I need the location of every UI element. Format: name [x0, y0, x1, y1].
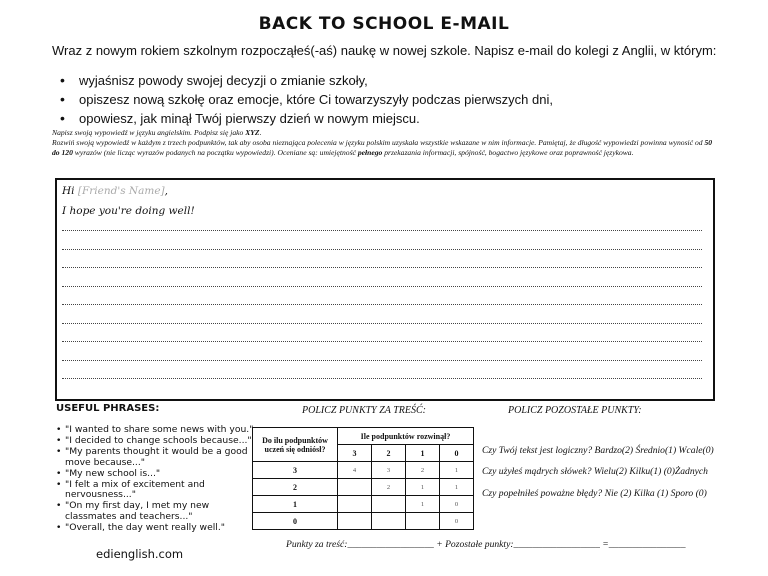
question-vocabulary: Czy użyłeś mądrych słówek? Wielu(2) Kilku(1) (0)Żadnych — [482, 466, 708, 477]
cell: 1 — [406, 496, 440, 513]
cell: 2 — [372, 479, 406, 496]
question-errors: Czy popełniłeś poważne błędy? Nie (2) Kilka (1) Sporo (0) — [482, 488, 707, 499]
phrase-item: • "I wanted to share some news with you." — [56, 425, 256, 436]
row-label: 0 — [253, 513, 338, 530]
task-item: • wyjaśnisz powody swojej decyzji o zmianie szkoły, — [60, 72, 760, 91]
task-intro: Wraz z nowym rokiem szkolnym rozpocząłeś(-aś) naukę w nowej szkole. Napisz e-mail do kolegi z Anglii, w którym: — [52, 43, 717, 58]
table-row — [253, 513, 474, 530]
instr-range: 50 do 120 — [52, 138, 713, 157]
row-label: 1 — [253, 496, 338, 513]
cell — [338, 513, 372, 530]
cell: 1 — [440, 479, 474, 496]
instr-text: Rozwiń swoją wypowiedź w każdym z trzech podpunktów, tak aby osoba nieznająca polecenia w języku polskim uzyskała wszystkie wskazane w nim informacje. Pamiętaj, że długość wypowiedzi powinna wynosić od — [52, 138, 705, 147]
content-score-table — [252, 427, 474, 530]
phrase-item: • "My new school is..." — [56, 469, 256, 480]
phrase-item: • "I felt a mix of excitement and nervousness..." — [56, 480, 256, 502]
cell — [372, 513, 406, 530]
greeting-comma: , — [164, 185, 168, 197]
writing-line — [62, 267, 702, 268]
greeting-hi: Hi — [62, 185, 78, 197]
cell — [338, 479, 372, 496]
phrase-item: • "Overall, the day went really well." — [56, 523, 256, 534]
instr-bold: pełnego — [357, 148, 383, 157]
writing-line — [62, 249, 702, 250]
writing-line — [62, 341, 702, 342]
row-label: 3 — [253, 462, 338, 479]
instructions: Napisz swoją wypowiedź w języku angielskim. Podpisz się jako XYZ. Rozwiń swoją wypowiedź w każdym z trzech podpunktów, tak aby osoba nieznająca polecenia w języku polskim uzyskała wszystkie wskazane w nim informacje. Pamiętaj, że długość wypowiedzi powinna wynosić od 50 do 120 wyrazów (nie licząc wyrazów podanych na początku wypowiedzi). Oceniane są: umiejętność pełnego przekazania informacji, spójność, bogactwo językowe oraz poprawność językowa. — [52, 128, 713, 157]
email-greeting — [62, 185, 168, 197]
question-logic: Czy Twój tekst jest logiczny? Bardzo(2) Średnio(1) Wcale(0) — [482, 445, 714, 456]
row-header: Do ilu podpunktów uczeń się odniósł? — [253, 428, 338, 462]
instr-text: wyrazów (nie licząc wyrazów podanych na początku wypowiedzi). Oceniane są: umiejętność — [72, 148, 358, 157]
cell: 4 — [338, 462, 372, 479]
email-opening-line: I hope you're doing well! — [62, 205, 195, 217]
useful-phrases-title: USEFUL PHRASES: — [56, 403, 160, 414]
cell: 3 — [372, 462, 406, 479]
cell: 2 — [406, 462, 440, 479]
phrase-item: • "My parents thought it would be a good move because..." — [56, 447, 256, 469]
cell: 0 — [440, 513, 474, 530]
task-list — [60, 72, 760, 129]
phrase-item: • "On my first day, I met my new classmates and teachers..." — [56, 501, 256, 523]
instr-xyz: XYZ — [245, 128, 260, 137]
table-row — [253, 496, 474, 513]
content-score-heading: POLICZ PUNKTY ZA TREŚĆ: — [302, 405, 427, 416]
useful-phrases-list — [56, 425, 256, 534]
cell — [406, 513, 440, 530]
other-score-heading: POLICZ POZOSTAŁE PUNKTY: — [508, 405, 642, 416]
writing-line — [62, 378, 702, 379]
table-row — [253, 462, 474, 479]
col-label: 3 — [338, 445, 372, 462]
phrase-item: • "I decided to change schools because..." — [56, 436, 256, 447]
col-label: 1 — [406, 445, 440, 462]
col-label: 0 — [440, 445, 474, 462]
row-label: 2 — [253, 479, 338, 496]
task-item: • opiszesz nową szkołę oraz emocje, które Ci towarzyszyły podczas pierwszych dni, — [60, 91, 760, 110]
writing-line — [62, 360, 702, 361]
writing-line — [62, 230, 702, 231]
task-item: • opowiesz, jak minął Twój pierwszy dzień w nowym miejscu. — [60, 110, 760, 129]
cell: 0 — [440, 496, 474, 513]
table-row — [253, 479, 474, 496]
score-summary: Punkty za treść:__________________ + Pozostałe punkty:__________________ =________________ — [286, 539, 686, 550]
writing-line — [62, 286, 702, 287]
cell: 1 — [406, 479, 440, 496]
cell — [338, 496, 372, 513]
site-url: edienglish.com — [96, 547, 184, 561]
instr-text: Napisz swoją wypowiedź w języku angielskim. Podpisz się jako — [52, 128, 246, 137]
col-header: Ile podpunktów rozwinął? — [338, 428, 474, 445]
friend-name-placeholder[interactable]: [Friend's Name] — [77, 185, 165, 197]
cell: 1 — [440, 462, 474, 479]
cell — [372, 496, 406, 513]
writing-line — [62, 304, 702, 305]
col-label: 2 — [372, 445, 406, 462]
writing-line — [62, 323, 702, 324]
page-title: BACK TO SCHOOL E-MAIL — [258, 14, 510, 34]
instr-text: przekazania informacji, spójność, bogactwo językowe oraz poprawność językowa. — [382, 148, 634, 157]
